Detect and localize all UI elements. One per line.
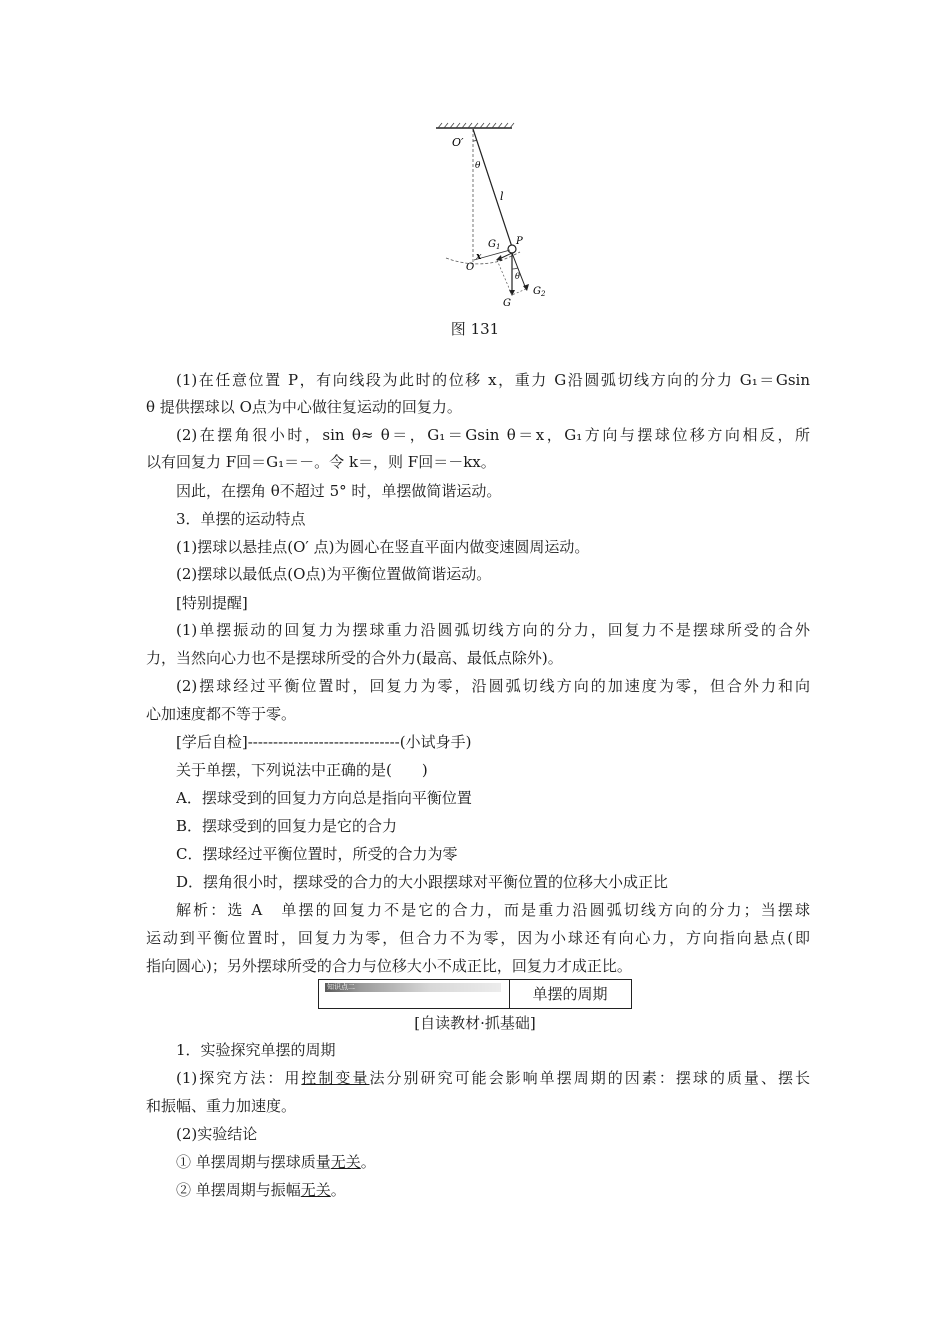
answer-underline: 无关: [330, 1153, 361, 1171]
note-heading: [特别提醒]: [176, 594, 248, 612]
answer-underline: 无关: [300, 1181, 331, 1199]
knowledge-point-badge-cell: [319, 980, 510, 1008]
label-g2: $G_2$: [533, 286, 546, 298]
label-pivot: O′: [452, 136, 464, 149]
label-angle-bottom: θ: [515, 272, 520, 281]
section-heading: 3．单摆的运动特点: [176, 510, 306, 528]
label-x: x: [476, 252, 482, 262]
answer-line: 解析：选 A 单摆的回复力不是它的合力，而是重力沿圆弧切线方向的分力；当摆球: [176, 901, 810, 919]
section-heading: 1．实验探究单摆的周期: [176, 1041, 336, 1059]
paragraph-line: (2)实验结论: [176, 1125, 258, 1143]
paragraph-line: θ 提供摆球以 O点为中心做往复运动的回复力。: [146, 398, 462, 416]
paragraph-line: (2)摆球经过平衡位置时，回复力为零，沿圆弧切线方向的加速度为零，但合外力和向: [176, 677, 810, 695]
paragraph-line: (1)在任意位置 P，有向线段为此时的位移 x，重力 G沿圆弧切线方向的分力 G₁＝Gsin: [176, 371, 810, 389]
paragraph-line: (1)摆球以悬挂点(O′ 点)为圆心在竖直平面内做变速圆周运动。: [176, 538, 590, 556]
knowledge-point-subtitle: [自读教材·抓基础]: [414, 1014, 536, 1032]
figure-caption: 图 131: [450, 320, 500, 338]
question-stem: 关于单摆，下列说法中正确的是( ): [176, 761, 428, 779]
paragraph-line: ② 单摆周期与振幅无关。: [176, 1181, 346, 1199]
paragraph-line: (1)探究方法：用控制变量法分别研究可能会影响单摆周期的因素：摆球的质量、摆长: [176, 1069, 810, 1087]
paragraph-line: (2)摆球以最低点(O点)为平衡位置做简谐运动。: [176, 565, 492, 583]
paragraph-line: 以有回复力 F回＝G₁＝－。令 k＝，则 F回＝－kx。: [146, 453, 496, 471]
option-d: D．摆角很小时，摆球受的合力的大小跟摆球对平衡位置的位移大小成正比: [176, 873, 669, 891]
option-b: B．摆球受到的回复力是它的合力: [176, 817, 398, 835]
paragraph-line: 力，当然向心力也不是摆球所受的合外力(最高、最低点除外)。: [146, 649, 563, 667]
label-length: l: [500, 190, 504, 203]
label-g1: $G_1$: [488, 239, 501, 251]
paragraph-line: ① 单摆周期与摆球质量无关。: [176, 1153, 376, 1171]
answer-line: 指向圆心)；另外摆球所受的合力与位移大小不成正比，回复力才成正比。: [146, 957, 632, 975]
label-g: G: [503, 298, 511, 309]
knowledge-point-badge: [325, 983, 501, 992]
paragraph-line: 心加速度都不等于零。: [146, 705, 297, 723]
self-check-heading: [学后自检]------------------------------(小试身手): [176, 733, 472, 751]
option-a: A．摆球受到的回复力方向总是指向平衡位置: [176, 789, 472, 807]
knowledge-point-box: [318, 979, 632, 1009]
knowledge-point-title: 单摆的周期: [532, 985, 608, 1003]
answer-line: 运动到平衡位置时，回复力为零，但合力不为零，因为小球还有向心力，方向指向悬点(即: [146, 929, 810, 947]
knowledge-point-badge-label: 知识点二: [327, 983, 355, 991]
pendulum-figure: [430, 118, 560, 318]
paragraph-line: 因此，在摆角 θ不超过 5° 时，单摆做简谐运动。: [176, 482, 502, 500]
label-point: P: [516, 236, 523, 247]
label-origin: O: [466, 262, 475, 273]
option-c: C．摆球经过平衡位置时，所受的合力为零: [176, 845, 458, 863]
paragraph-line: (1)单摆振动的回复力为摆球重力沿圆弧切线方向的分力，回复力不是摆球所受的合外: [176, 621, 810, 639]
paragraph-line: (2)在摆角很小时，sin θ≈ θ＝，G₁＝Gsin θ＝x，G₁方向与摆球位移方向相反，所: [176, 426, 810, 444]
paragraph-line: 和振幅、重力加速度。: [146, 1097, 297, 1115]
answer-underline: 控制变量: [301, 1069, 370, 1087]
label-angle-top: θ: [475, 161, 481, 171]
